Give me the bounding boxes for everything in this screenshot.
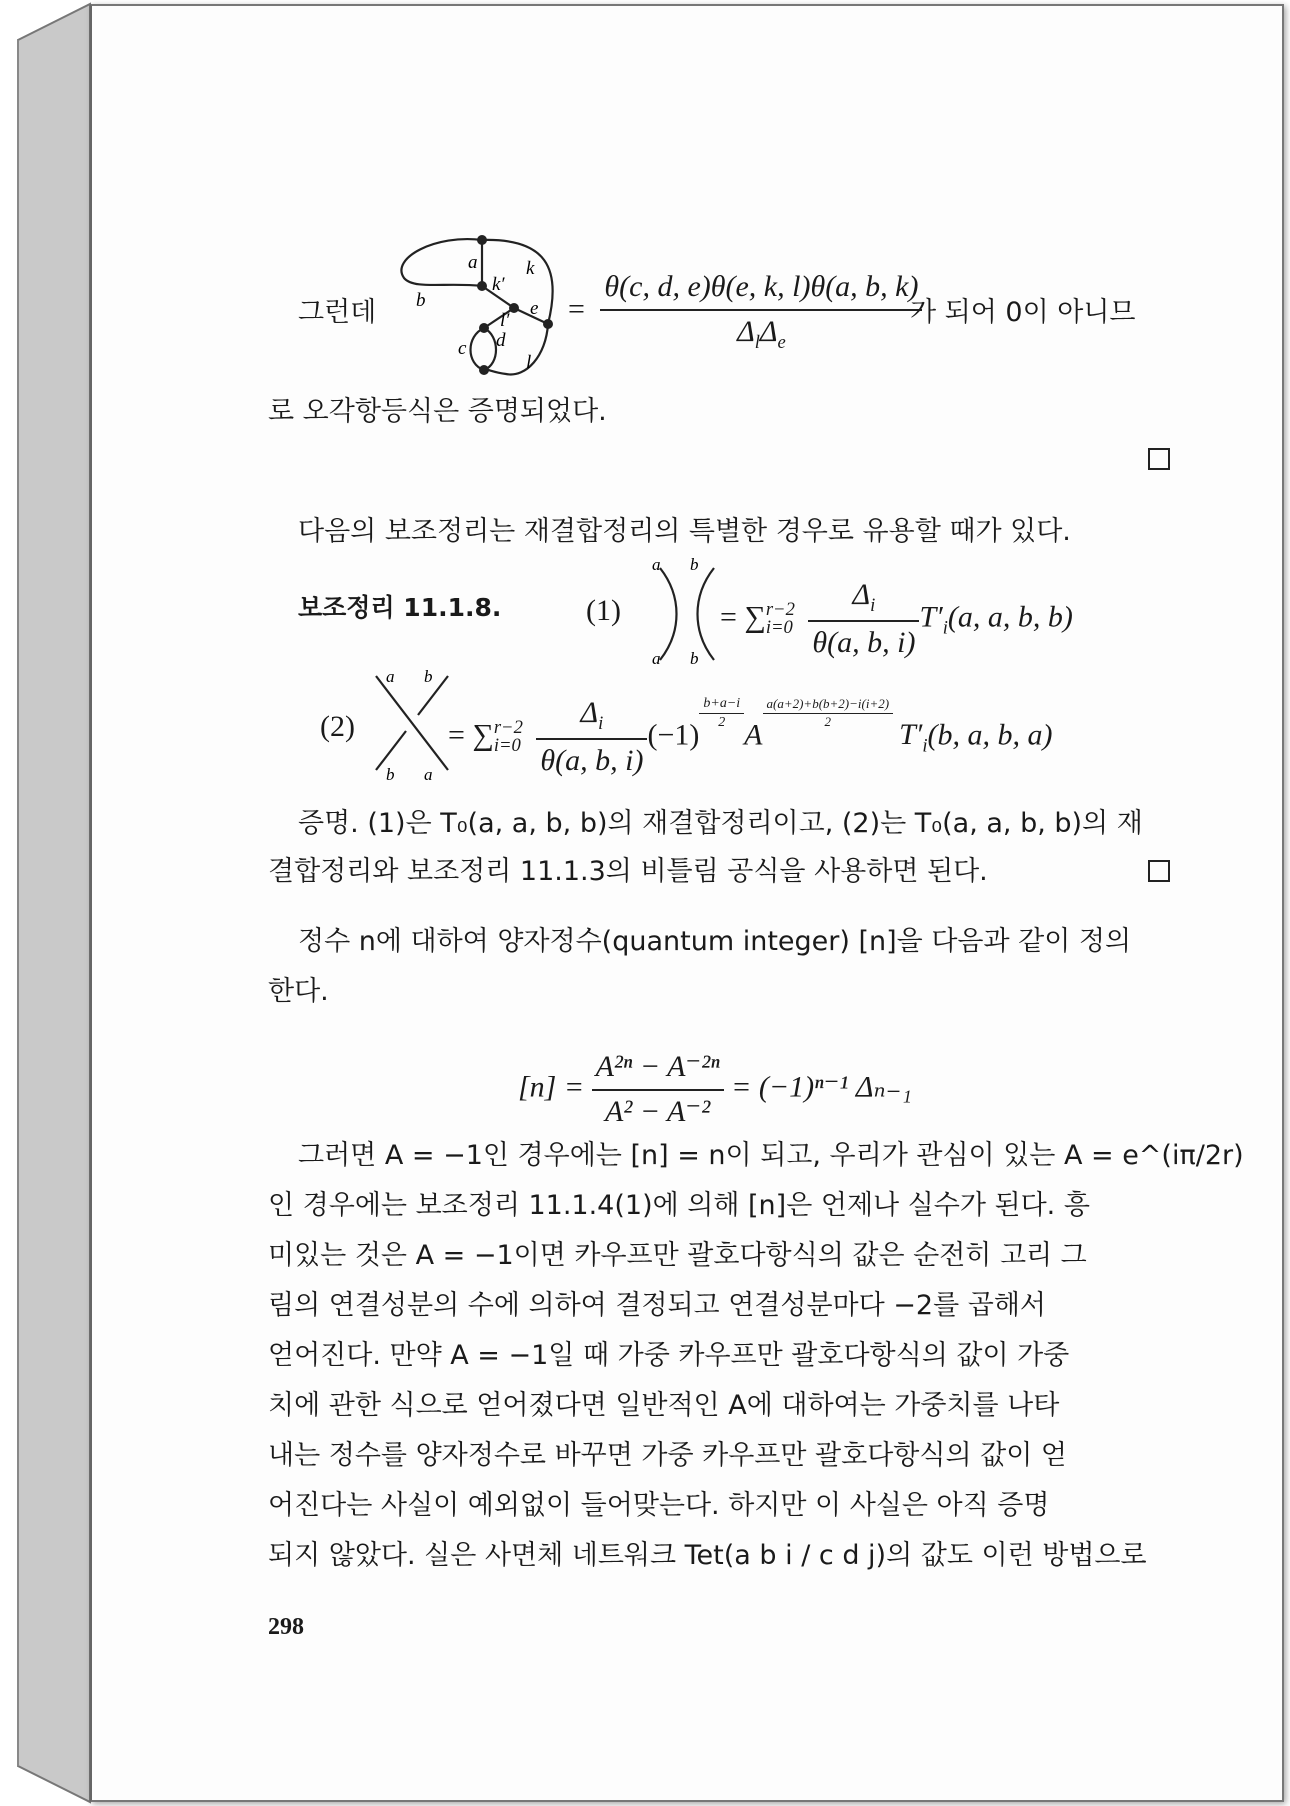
lemma-title: 보조정리 11.1.8. [298,593,502,622]
item1-sum-lower: i=0 [765,617,793,639]
body-line-9: 되지 않았다. 실은 사면체 네트워크 Tet(a b i / c d j)의 값도 이런 방법으로 [268,1540,1147,1571]
item2-T-prime: T′ [899,718,923,752]
lemma-item1-label: (1) [586,594,621,627]
block1-numerator: θ(c, d, e)θ(e, k, l)θ(a, b, k) [600,270,922,311]
theta-network-diagram [396,228,564,380]
lemma-item2-label: (2) [320,710,355,743]
qed-box-2 [1148,860,1170,882]
quantum-eq-num: A²ⁿ − A⁻²ⁿ [592,1050,724,1091]
item1-args: (a, a, b, b) [947,600,1073,634]
qed-box-1 [1148,448,1170,470]
quantum-eq-rhs: = (−1)ⁿ⁻¹ Δₙ₋₁ [731,1070,912,1104]
item2-args: (b, a, b, a) [927,718,1053,752]
tangle-diagram-1 [648,556,726,672]
item1-sum-sign: = ∑ [720,600,766,634]
body-line-2: 인 경우에는 보조정리 11.1.4(1)에 의해 [n]은 언제나 실수가 된다. 흥 [268,1190,1090,1221]
diagram-label-k: k [526,258,535,279]
crossing-diagram [368,666,458,782]
tangle1-label-b-top: b [690,556,699,574]
quantum-line1: 정수 n에 대하여 양자정수(quantum integer) [n]을 다음과 같이 정의 [298,926,1132,957]
quantum-equation [518,1050,912,1129]
item2-exp2-den: 2 [824,714,832,730]
item2-T-sub: i [922,735,928,757]
tangle1-label-a-bottom: a [652,649,661,668]
body-line-7: 내는 정수를 양자정수로 바꾸면 가중 카우프만 괄호다항식의 값이 얻 [268,1440,1067,1471]
block1-denominator: Δ [737,314,755,348]
item2-sum-sign: = ∑ [448,718,494,752]
item1-frac-num-sub: i [870,595,876,616]
body-line-1: 그러면 A = −1인 경우에는 [n] = n이 되고, 우리가 관심이 있는 A = e^(iπ/2r) [298,1140,1244,1171]
tangle1-label-a-top: a [652,556,661,574]
item1-T-sub: i [942,617,948,639]
item2-sum-lower: i=0 [493,735,521,757]
lemma-item1-equation [720,578,1073,661]
item2-sign: (−1) [647,718,700,752]
item2-exp1-num: b+a−i [699,696,744,714]
body-line-6: 치에 관한 식으로 얻어졌다면 일반적인 A에 대하여는 가중치를 나타 [268,1390,1060,1421]
block1-denominator-sub1: l [754,331,760,353]
block1-suffix: 가 되어 0이 아니므 [910,297,1136,328]
proof-line2: 결합정리와 보조정리 11.1.3의 비틀림 공식을 사용하면 된다. [268,856,988,887]
item1-frac-num: Δ [852,578,871,611]
item2-exp1-den: 2 [718,715,726,731]
crossing-label-b-top: b [424,667,433,686]
diagram-label-b: b [416,290,426,311]
diagram-label-d: d [496,330,506,351]
item2-A: A [744,718,763,752]
body-line-3: 미있는 것은 A = −1이면 카우프만 괄호다항식의 값은 순전히 고리 그 [268,1240,1087,1271]
lemma-intro: 다음의 보조정리는 재결합정리의 특별한 경우로 유용할 때가 있다. [298,516,1071,547]
tangle1-label-b-bottom: b [690,649,699,668]
page-number: 298 [268,1614,304,1640]
diagram-label-e: e [530,298,539,319]
block1-equation: = $\frac{\theta(c, d, e)\theta(e, k, l)\theta(a, b, k)}{\Delta_l\Delta_e}$ [568,270,922,353]
item1-T-prime: T′ [919,600,943,634]
diagram-label-l: l [526,352,532,373]
diagram-label-c: c [458,338,467,359]
body-line-4: 림의 연결성분의 수에 의하여 결정되고 연결성분마다 −2를 곱해서 [268,1290,1047,1321]
diagram-label-a: a [468,252,478,273]
item2-sum-upper: r−2 [493,716,523,738]
diagram-label-l-prime: l′ [500,310,510,331]
lemma-item2-equation [448,696,1052,779]
crossing-label-b-bottom: b [386,765,395,782]
body-line-8: 어진다는 사실이 예외없이 들어맞는다. 하지만 이 사실은 아직 증명 [268,1490,1050,1521]
item2-frac-den: θ(a, b, i) [540,744,644,778]
item1-sum-upper: r−2 [765,598,795,620]
quantum-line2: 한다. [268,976,329,1007]
quantum-eq-lhs: [n] = [518,1070,585,1104]
item2-exp2-num: a(a+2)+b(b+2)−i(i+2) [763,697,894,714]
crossing-label-a-top: a [386,667,395,686]
block1-prefix: 그런데 [298,297,377,328]
body-line-5: 얻어진다. 만약 A = −1일 때 가중 카우프만 괄호다항식의 값이 가중 [268,1340,1070,1371]
diagram-label-k-prime: k′ [492,274,505,295]
block1-denominator-sub2: e [777,331,786,353]
quantum-eq-den: A² − A⁻² [605,1094,711,1128]
proof-line1: 증명. (1)은 T₀(a, a, b, b)의 재결합정리이고, (2)는 T₀(a, a, b, b)의 재 [298,808,1143,839]
item2-frac-num: Δ [580,696,599,729]
item2-frac-num-sub: i [598,713,604,734]
block1-line2: 로 오각항등식은 증명되었다. [268,396,607,427]
crossing-label-a-bottom: a [424,765,433,782]
item1-frac-den: θ(a, b, i) [812,626,916,660]
